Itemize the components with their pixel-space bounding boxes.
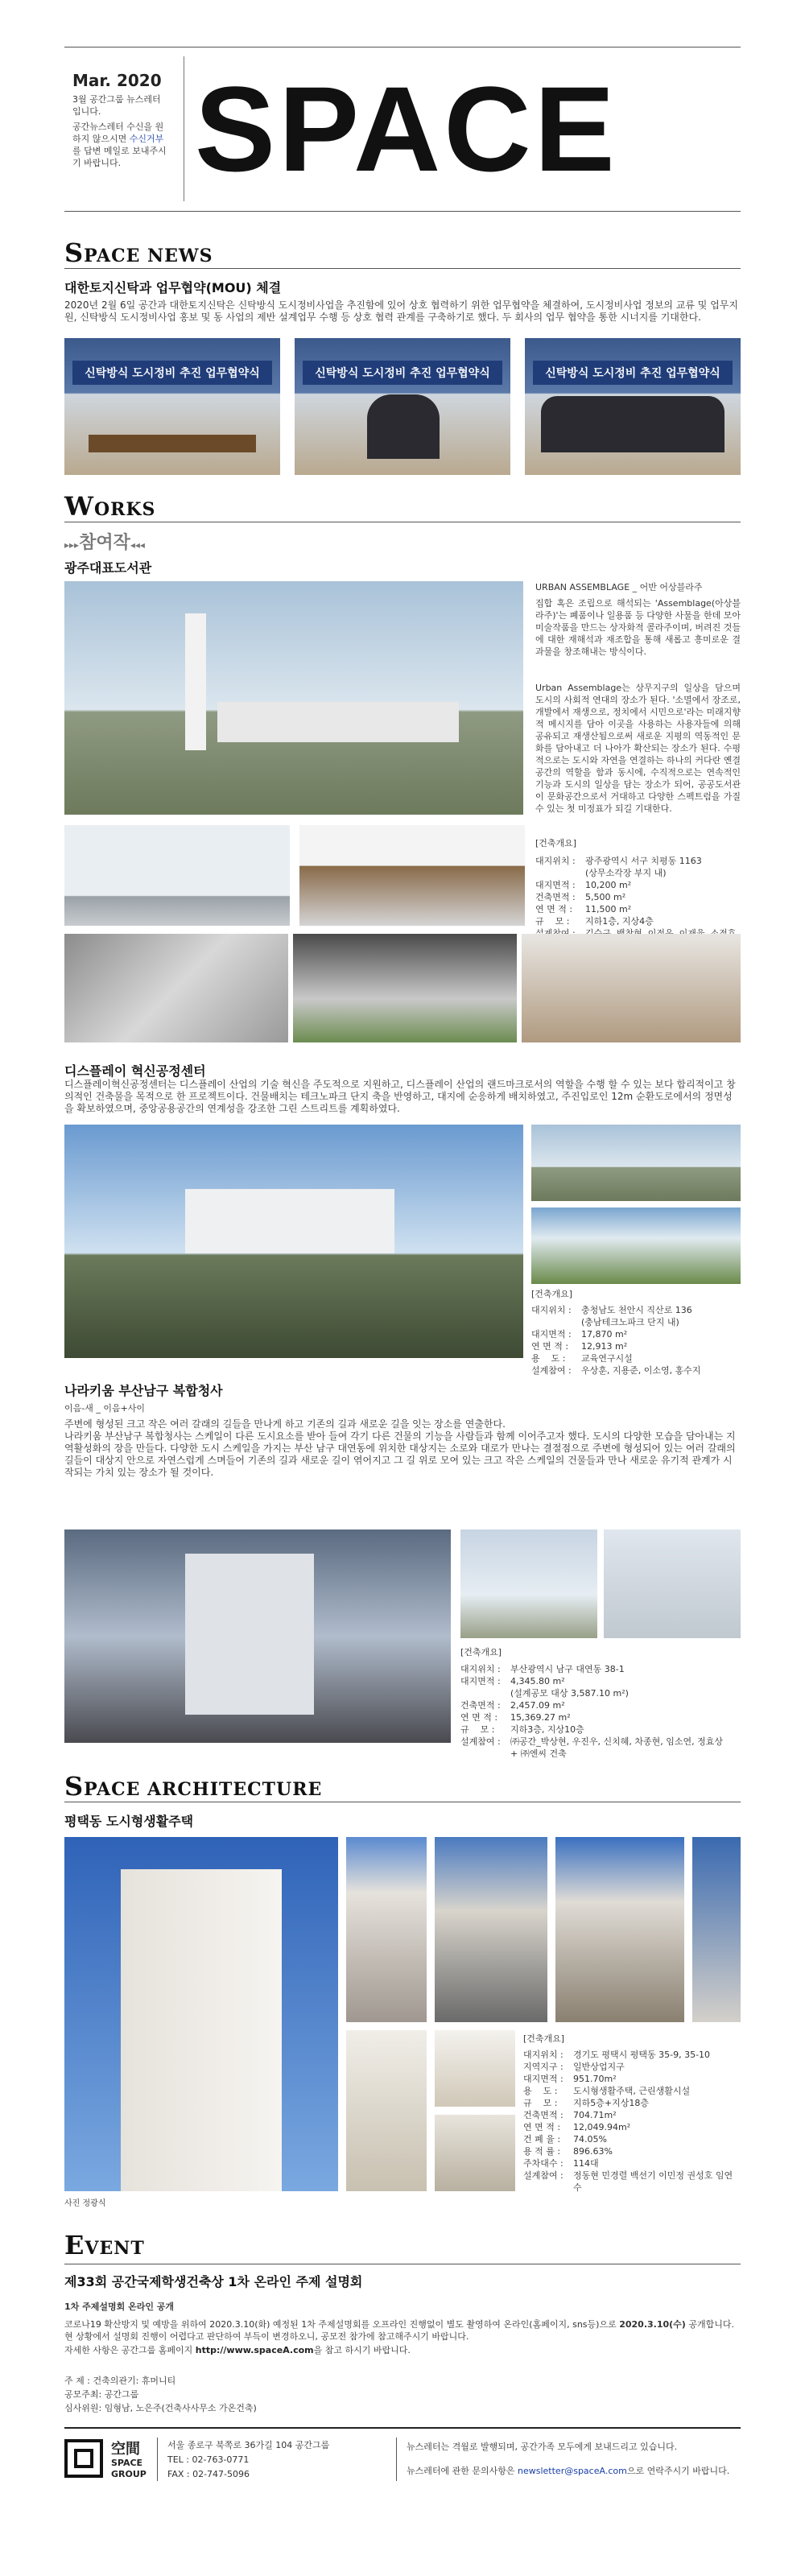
architecture-specs [523,2049,741,2194]
spec-label: 건축면적 : [460,1700,504,1711]
logo-kr: 空間 [111,2441,140,2458]
spec-value: (상무소각장 부지 내) [585,868,667,878]
event-body-text-end: 공개합니다. 현 상황에서 설명회 진행이 어렵다고 판단하여 부득이 변경하오니, 공모전 참가에 참고해주시기 바랍니다. [64,2319,734,2342]
event-body2-text: 자세한 사항은 공간그룹 홈페이지 [64,2345,196,2355]
spec-value: 11,500 m² [585,904,632,914]
spec-label: 연 면 적 : [535,904,576,914]
spec-row [460,1724,741,1736]
spec-value: (충남테크노파크 단지 내) [581,1317,679,1327]
spec-row [531,1364,741,1377]
spec-label: 대지위치 : [535,856,579,866]
arrows-right-icon: ◂◂◂ [130,539,145,551]
group-photo-figures [541,396,724,452]
spec-label [531,1316,581,1328]
handshake-figures [367,394,440,459]
chimney [185,613,206,750]
footer-divider [157,2438,158,2481]
housing-interior-1 [346,2030,427,2191]
spec-row [531,1352,741,1364]
space-group-logo-icon [64,2439,103,2478]
housing-tower [121,1869,282,2191]
spec-row [531,1340,741,1352]
spec-value: (설계공모 대상 3,587.10 m²) [510,1688,629,1699]
busan-body: 주변에 형성된 크고 작은 여러 갈래의 길들을 만나게 하고 기존의 길과 새로운 길을 잇는 장소를 연출한다. 나라키움 부산남구 복합청사는 스케일이 다른 도시요소를 받아 들여 각기 다른 건물의 기능을 사람들과 함께 이어주고자 했다. 도시의 다양한 모습을 담아내는 지역활성화의 장을 만들다. 다양한 도시 스케일을 가지는 부산 남구 대연동에 위치한 대상지는 소로와 대로가 만나는 결절점으로 주변에 형성되어 있는 여러 갈래의 길들이 대상지 안으로 자연스럽게 스며들어 기존의 길과 새로운 길이 엮어지고 그 길 위로 모여 있는 크고 작은 스케일의 건물들과 만나 새로운 유기적 관계가 시작되는 가치 있는 장소가 될 것이다. [64,1418,736,1478]
spec-label: 설계참여 : [460,1736,504,1747]
spec-label: 지역지구 : [523,2062,567,2072]
spec-label: 용 도 : [523,2086,560,2096]
section-event [64,2230,145,2260]
spec-row [523,2073,741,2085]
spec-row [535,903,741,915]
event-date: 2020.3.10(수) [619,2319,686,2330]
housing-photo-2 [346,1837,427,2022]
section-rest: ORKS [93,499,156,520]
spec-value: 114대 [573,2158,599,2169]
section-initial: S [64,1771,85,1802]
display-spec-title: [건축개요] [531,1289,573,1299]
issue-date: Mar. 2020 [72,71,162,90]
section-space-architecture [64,1771,322,1802]
spec-row [460,1663,741,1675]
spec-label [535,867,585,879]
spec-label: 용 적 률 : [523,2146,564,2157]
spec-value: 정동현 민경렬 백선기 이민정 권성호 임연수 [573,2170,733,2193]
spec-row [523,2121,741,2133]
tower-volume [185,1554,314,1715]
masthead-rule [64,211,741,212]
logo-en2: GROUP [111,2469,147,2479]
section-initial: W [64,491,94,522]
housing-main-photo [64,1837,338,2191]
housing-photo-5 [692,1837,741,2022]
gwangju-concept-p2: Urban Assemblage는 상무지구의 일상을 담으며 도시의 사회적 연대의 장소가 된다. '소멸에서 장조로, 개발에서 재생으로, 정치에서 시민으로'라는 미래지향적 메시지를 담아 이곳을 사용하는 사용자들에 의해 공유되고 재생산됨으로써 새로운 지평의 역동적인 문화를 담아내고 더 나아가 확산되는 장소가 된다. 수평적으로는 도시와 자연을 연결하는 하나의 커다란 옌결 공간의 역할을 함과 동시에, 수직적으로는 연속적인 기능과 도시의 일상을 담는 장소가 되어, 공공도서관이 문화공간으로서 거대하고 다양한 스펙트럼을 가질 수 있는 첫 미정표가 되길 기대한다. [535,683,741,814]
works-subtitle [64,529,145,554]
display-specs [531,1304,741,1377]
architecture-spec-title: [건축개요] [523,2033,565,2044]
spec-row [523,2157,741,2169]
news-headline: 대한토지신탁과 업무협약(MOU) 체결 [64,280,282,295]
unsubscribe-note [72,121,169,169]
footer-tel: TEL : 02-763-0771 [167,2454,250,2465]
event-body2-text-end: 을 참고 하시기 바랍니다. [313,2345,411,2355]
spec-value: 10,200 m² [585,880,632,890]
section-initial: E [64,2230,85,2260]
library-volume [217,702,459,742]
spec-label: 대지위치 : [523,2050,567,2060]
event-organizer: 공모주최: 공간그룹 [64,2389,139,2400]
footer-divider-2 [396,2438,397,2481]
mou-banner: 신탁방식 도시정비 추진 업무협약식 [533,361,733,385]
spec-value: 704.71m² [573,2110,617,2120]
housing-photo-4 [555,1837,684,2022]
footer-note2-text: 뉴스레터에 관한 문의사항은 [407,2466,518,2476]
section-space-news [64,237,213,268]
logo-en1: SPACE [111,2458,143,2468]
busan-main-render [64,1530,451,1743]
spec-row [460,1699,741,1711]
section-works [64,491,155,522]
mou-photo-2 [295,338,510,475]
spec-value: 경기도 평택시 평택동 35-9, 35-10 [573,2050,711,2060]
spec-row [523,2133,741,2145]
footer-fax: FAX : 02-747-5096 [167,2469,250,2479]
spec-label [460,1687,510,1699]
issue-caption: 3월 공간그룹 뉴스레터 입니다. [72,94,161,117]
event-judges: 심사위원: 임형남, 노은주(건축사사무소 가온건축) [64,2403,257,2413]
spec-label: 대지면적 : [523,2074,567,2084]
spec-value: 2,457.09 m² [510,1700,565,1711]
masthead-title: SPACE [195,61,618,196]
spec-row [460,1736,741,1748]
gwangju-interior-3 [522,934,741,1042]
spec-label: 설계참여 : [523,2170,567,2181]
spec-row [523,2085,741,2097]
spec-label: 연 면 적 : [531,1341,572,1352]
busan-title: 나라키움 부산남구 복합청사 [64,1383,223,1398]
event-sub: 1차 주제설명회 온라인 공개 [64,2301,175,2312]
spec-label: 건 폐 율 : [523,2134,564,2145]
spec-label: 설계참여 : [531,1365,575,1376]
spec-value: 951.70m² [573,2074,617,2084]
spec-row [523,2097,741,2109]
spec-row [523,2145,741,2157]
footer-note-2 [407,2465,741,2477]
spec-value: 4,345.80 m² [510,1676,565,1686]
housing-interior-3 [435,2115,515,2191]
spec-label: 대지면적 : [460,1676,504,1686]
spec-label: 규 모 : [523,2098,560,2108]
spec-value: 지하5층+지상18층 [573,2098,649,2108]
event-title: 제33회 공간국제학생건축상 1차 온라인 주제 설명회 [64,2274,363,2289]
spec-row [535,855,741,867]
photo-credit: 사진 정광식 [64,2199,106,2208]
busan-spec-title: [건축개요] [460,1647,502,1657]
spec-value: 부산광역시 남구 대연동 38-1 [510,1664,625,1674]
spec-label: 주차대수 : [523,2158,567,2169]
spec-value: 74.05% [573,2134,607,2145]
spec-value: 광주광역시 서구 치평동 1163 [585,856,702,866]
display-side-render-2 [531,1208,741,1284]
event-body-2 [64,2344,741,2356]
event-body [64,2318,741,2343]
spec-row [460,1748,741,1760]
footer-rule [64,2427,741,2429]
housing-photo-3 [435,1837,547,2022]
display-title: 디스플레이 혁신공정센터 [64,1063,206,1079]
spec-value: 17,870 m² [581,1329,628,1340]
center-building [185,1189,394,1253]
news-body: 2020년 2월 6일 공간과 대한토지신탁은 신탁방식 도시정비사업을 추진함에 있어 상호 협력하기 위한 업무협약을 체결하여, 도시정비사업 정보의 교류 및 업무지원, 신탁방식 도시정비사업 홍보 및 동 사업의 제반 설계업무 수행 등 상호 협력 관계를 구축하기로 했다. 두 회사의 업무 협약을 통한 시너지를 기대한다. [64,299,738,323]
spec-row [535,915,741,927]
spec-value: 12,049.94m² [573,2122,631,2132]
spec-value: 교육연구시설 [581,1353,633,1364]
mou-banner: 신탁방식 도시정비 추진 업무협약식 [303,361,502,385]
busan-specs [460,1663,741,1760]
spec-label: 건축면적 : [523,2110,567,2120]
spec-row [531,1328,741,1340]
spec-label: 연 면 적 : [523,2122,564,2132]
section-rest: PACE NEWS [84,246,213,266]
gwangju-title: 광주대표도서관 [64,560,152,576]
spec-value: 우상훈, 지용준, 이소영, 홍수지 [581,1365,701,1376]
unsubscribe-text-end: 를 답변 메일로 보내주시기 바랍니다. [72,146,167,168]
newsletter-email-link[interactable]: newsletter@spaceA.com [518,2466,627,2476]
spec-label: 용 도 : [531,1353,568,1364]
spec-value: 지하3층, 지상10층 [510,1724,584,1735]
spec-row [531,1304,741,1316]
homepage-link[interactable]: http://www.spaceA.com [195,2345,314,2355]
spec-row [523,2109,741,2121]
gwangju-interior-1 [64,934,288,1042]
gwangju-interior-2 [293,934,517,1042]
mou-photo-3 [525,338,741,475]
display-body: 디스플레이혁신공정센터는 디스플레이 산업의 기술 혁신을 주도적으로 지원하고, 디스플레이 산업의 랜드마크로서의 역할을 수행 할 수 있는 보다 합리적이고 창의적인 건축물을 목적으로 한 프로젝트이다. 건물배치는 테크노파크 단지 축을 반영하고, 대지에 순응하게 배치하였고, 주진입로인 12m 순환도로에서의 정면성을 확보하였으며, 중앙공용공간의 연계성을 강조한 그린 스트리트를 계획하였다. [64,1079,736,1114]
gwangju-model-photo [299,825,525,926]
gwangju-section-drawing [64,825,290,926]
display-main-render [64,1125,523,1358]
spec-row [523,2061,741,2073]
housing-interior-2 [435,2030,515,2107]
mou-photo-1 [64,338,280,475]
spec-row [460,1675,741,1687]
spec-value: 12,913 m² [581,1341,628,1352]
works-subtitle-text: 참여작 [79,533,130,553]
spec-label [460,1748,510,1760]
spec-value: 충청남도 천안시 직산로 136 [581,1305,692,1315]
spec-row [535,879,741,891]
spec-row [531,1316,741,1328]
spec-value: 일반상업지구 [573,2062,625,2072]
section-rule [64,268,741,269]
spec-label: 규 모 : [535,916,572,927]
section-initial: S [64,237,85,268]
architecture-title: 평택동 도시형생활주택 [64,1814,194,1829]
gwangju-main-render [64,581,523,815]
unsubscribe-text: 공간뉴스레터 수신을 원하지 않으시면 [72,122,164,144]
busan-render-2 [460,1530,597,1638]
spec-value: ㈜공간_박상현, 우진우, 신치혜, 차종현, 임소연, 정효상 [510,1736,723,1747]
event-body-text: 코로나19 확산방지 및 예방을 위하여 2020.3.10(화) 예정된 1차 주제설명회를 오프라인 진행없이 별도 촬영하여 온라인(홈페이지, sns등)으로 [64,2319,620,2330]
section-rest: VENT [85,2238,145,2259]
spec-row [460,1711,741,1724]
spec-value: 지하1층, 지상4층 [585,916,654,927]
spec-label: 대지면적 : [535,880,579,890]
footer-note2-text-end: 으로 연락주시기 바랍니다. [626,2466,730,2476]
spec-row [523,2049,741,2061]
spec-row [535,891,741,903]
unsubscribe-link[interactable]: 수신거부 [129,134,164,144]
spec-row [460,1687,741,1699]
spec-label: 연 면 적 : [460,1712,501,1723]
spec-value: + ㈜엔씨 건축 [510,1748,567,1759]
display-side-render-1 [531,1125,741,1201]
section-rest: PACE ARCHITECTURE [84,1779,323,1800]
gwangju-concept-p1: 집합 혹은 조립으로 해석되는 'Assemblage(아상블라주)'는 폐품이나 일용품 등 다양한 사물을 한데 모아 미술작품을 만드는 상자화적 콜라주이며, 버려진 것들에 대한 재해석과 재조합을 통해 새롭고 흥미로운 결과물을 창조해내는 방식이다. [535,598,741,657]
spec-value: 896.63% [573,2146,613,2157]
event-theme: 주 제 : 건축의관기: 휴머니티 [64,2376,176,2386]
busan-render-3 [604,1530,741,1638]
spec-label: 건축면적 : [535,892,579,902]
spec-value: 도시형생활주택, 근린생활시설 [573,2086,691,2096]
footer-address: 서울 종로구 북쪽로 36가길 104 공간그룹 [167,2440,330,2450]
mou-banner: 신탁방식 도시정비 추진 업무협약식 [72,361,272,385]
spec-label: 대지면적 : [531,1329,575,1340]
busan-subtitle: 이음-새 _ 이음+사이 [64,1403,146,1414]
spec-value: 5,500 m² [585,892,626,902]
footer-note-1: 뉴스레터는 격월로 발행되며, 공간가족 모두에게 보내드리고 있습니다. [407,2442,678,2452]
gwangju-concept-title: URBAN ASSEMBLAGE _ 어반 어상블라주 [535,582,703,592]
spec-row [535,867,741,879]
signing-table [89,435,256,452]
spec-row [523,2169,741,2194]
spec-label: 대지위치 : [531,1305,575,1315]
spec-label: 규 모 : [460,1724,497,1735]
arrows-left-icon: ▸▸▸ [64,539,80,551]
gwangju-spec-title: [건축개요] [535,838,577,848]
spec-value: 15,369.27 m² [510,1712,571,1723]
spec-label: 대지위치 : [460,1664,504,1674]
